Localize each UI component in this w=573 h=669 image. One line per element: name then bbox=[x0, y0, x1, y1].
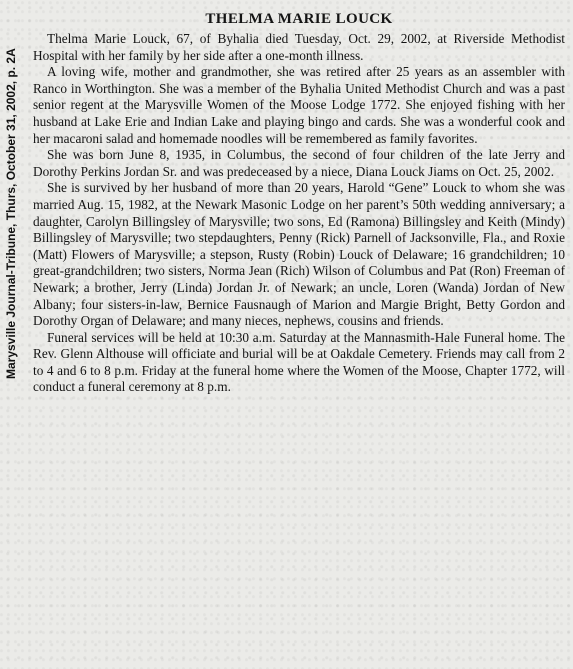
cropped-previous-text bbox=[0, 0, 573, 8]
paragraph-survivors: She is survived by her husband of more than 20 years, Harold “Gene” Louck to whom she was married Aug. 15, 1982, at the Newark Masonic Lodge on her parent’s 50th wedding anniversary; a daughter, Carolyn Billingsley of Marysville; two sons, Ed (Ramona) Billingsley and Keith (Mindy) Billingsley of Marysville; two stepdaughters, Penny (Rick) Parnell of Jacksonville, Fla., and Roxie (Matt) Flowers of Marysville; a stepson, Rusty (Robin) Louck of Delaware; 16 grandchildren; 10 great-grandchildren; two sisters, Norma Jean (Rich) Wilson of Columbus and Pat (Ron) Freeman of Newark; a brother, Jerry (Linda) Jordan Jr. of Newark; an uncle, Loren (Wanda) Jordan of New Albany; four sisters-in-law, Bernice Fausnaugh of Marion and Margie Bright, Betty Gordon and Dorothy Organ of Delaware; and many nieces, nephews, cousins and friends. bbox=[33, 180, 565, 329]
obituary-headline: THELMA MARIE LOUCK bbox=[205, 11, 393, 27]
obituary-article bbox=[33, 9, 565, 665]
paragraph-death-notice: Thelma Marie Louck, 67, of Byhalia died Tuesday, Oct. 29, 2002, at Riverside Methodist Hospital with her family by her side after a one-month illness. bbox=[33, 31, 565, 63]
paragraph-birth: She was born June 8, 1935, in Columbus, the second of four children of the late Jerry and Dorothy Perkins Jordan Sr. and was predeceased by a niece, Diana Louck Jiams on Oct. 25, 2002. bbox=[33, 147, 565, 179]
source-citation: Marysville Journal-Tribune, Thurs, October 31, 2002, p. 2A bbox=[4, 48, 18, 380]
paragraph-services: Funeral services will be held at 10:30 a.m. Saturday at the Mannasmith-Hale Funeral home. The Rev. Glenn Althouse will officiate and burial will be at Oakdale Cemetery. Friends may call from 2 to 4 and 6 to 8 p.m. Friday at the funeral home where the Women of the Moose, Chapter 1772, will conduct a funeral ceremony at 8 p.m. bbox=[33, 329, 565, 395]
paragraph-life-summary: A loving wife, mother and grandmother, she was retired after 25 years as an assembler with Ranco in Worthington. She was a member of the Byhalia United Methodist Church and was a past senior regent at the Marysville Women of the Moose Lodge 1772. She enjoyed fishing with her husband at Lake Erie and Indian Lake and playing bingo and cards. She was a wonderful cook and her macaroni salad and homemade noodles will be remembered as family favorites. bbox=[33, 64, 565, 146]
